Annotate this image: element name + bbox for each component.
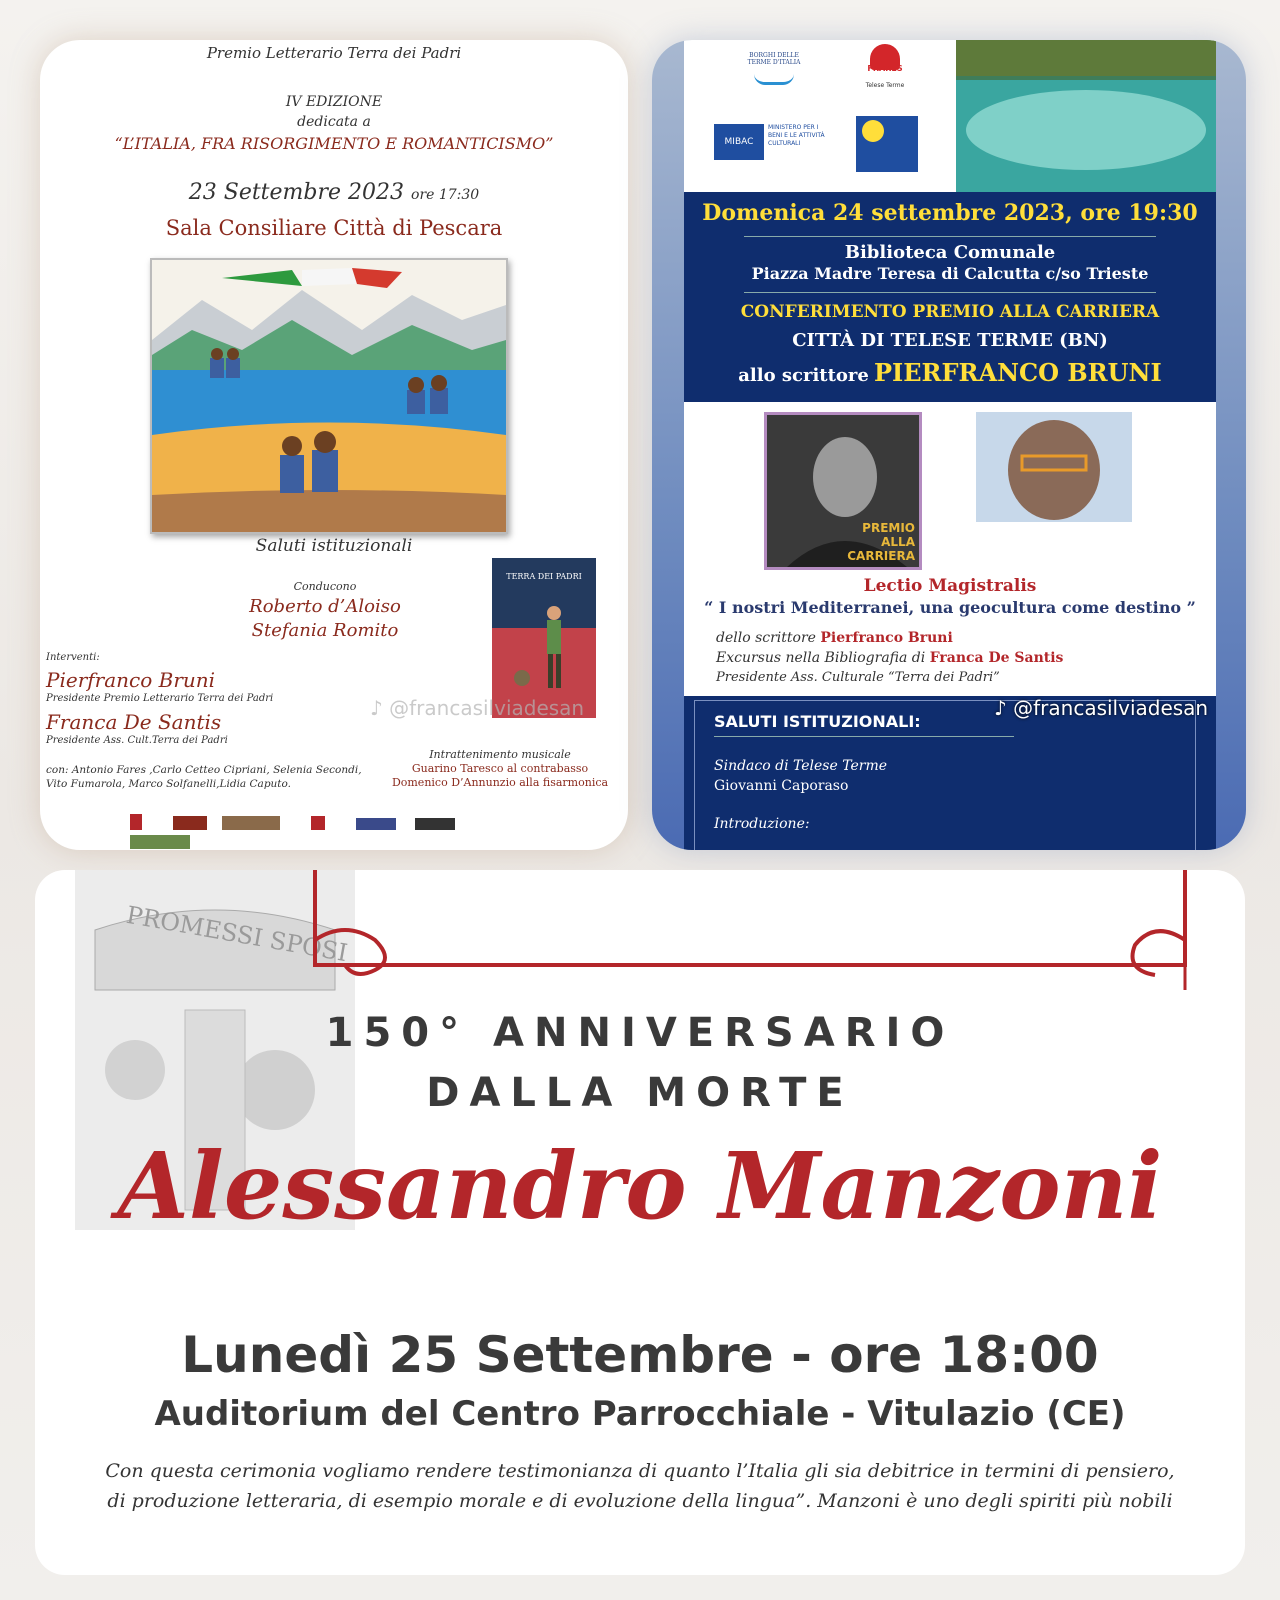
- divider: [744, 292, 1156, 293]
- frares-sub: Telese Terme: [865, 82, 905, 89]
- manzoni-venue: Auditorium del Centro Parrocchiale - Vitulazio (CE): [154, 1394, 1126, 1434]
- saluti-title: SALUTI ISTITUZIONALI:: [714, 712, 921, 731]
- con-line-2: Vito Fumarola, Marco Solfanelli,Lidia Caputo.: [46, 778, 291, 790]
- sponsor-logo-icon: [130, 835, 190, 849]
- frares-text: FRARES: [867, 64, 903, 73]
- speaker-2-name: Franca De Santis: [46, 710, 222, 734]
- speaker-1-role: Presidente Premio Letterario Terra dei Padri: [46, 693, 274, 704]
- poster-manzoni: [35, 870, 1245, 1575]
- tiktok-icon: ♪: [994, 696, 1007, 720]
- photo-bruni-2: [976, 412, 1132, 568]
- scrittore-name: PIERFRANCO BRUNI: [873, 358, 1162, 387]
- portrait-photo: [976, 412, 1132, 568]
- book-title: TERRA DEI PADRI: [506, 572, 582, 581]
- presidente: Presidente Ass. Culturale “Terra dei Padri”: [716, 670, 1000, 685]
- allo-text: allo scrittore: [738, 365, 869, 386]
- book-illustration: [492, 558, 596, 718]
- citta-slow-logo: [856, 116, 918, 172]
- saluti-istituzionali: Saluti istituzionali: [255, 536, 413, 556]
- anniversario-line-1: 150° ANNIVERSARIO: [325, 1010, 955, 1056]
- excursus-prefix: Excursus nella Bibliografia di: [716, 650, 926, 666]
- sponsor-logo-icon: [311, 816, 325, 830]
- lectio-title: “ I nostri Mediterranei, una geocultura come destino ”: [704, 598, 1196, 617]
- ornamental-frame: [305, 870, 1205, 1000]
- divider: [744, 236, 1156, 237]
- tiktok-watermark: [994, 696, 1208, 720]
- sponsor-logo-icon: [173, 816, 207, 830]
- watermark-text: @francasilviadesan: [389, 696, 585, 720]
- thermal-pool-photo: [956, 40, 1216, 192]
- conduttore-1: Roberto d’Aloiso: [249, 596, 401, 617]
- tema: “L’ITALIA, FRA RISORGIMENTO E ROMANTICISMO”: [114, 134, 554, 153]
- sun-icon: [862, 120, 884, 142]
- manzoni-name: Alessandro Manzoni: [117, 1132, 1163, 1240]
- conducono-label: Conducono: [293, 580, 357, 593]
- conduttore-2: Stefania Romito: [251, 620, 399, 641]
- book-cover: [492, 558, 596, 718]
- tiktok-icon: ♪: [370, 696, 383, 720]
- musicista-2: Domenico D’Annunzio alla fisarmonica: [391, 776, 609, 789]
- painting-illustration: [152, 260, 506, 532]
- con-line-1: con: Antonio Fares ,Carlo Cetteo Cipriani, Selenia Secondi,: [46, 764, 362, 776]
- wave-icon: [754, 74, 794, 85]
- manzoni-text-2: di produzione letteraria, di esempio morale e di evoluzione della lingua”. Manzoni è uno degli spiriti più nobili: [107, 1490, 1173, 1512]
- manzoni-text-1: Con questa cerimonia vogliamo rendere testimonianza di quanto l’Italia gli sia debitrice in termini di pensiero,: [105, 1460, 1175, 1482]
- luogo-1: Biblioteca Comunale: [844, 242, 1056, 263]
- manzoni-date: Lunedì 25 Settembre - ore 18:00: [181, 1326, 1099, 1384]
- sala: Sala Consiliare Città di Pescara: [165, 216, 503, 240]
- luogo-2: Piazza Madre Teresa di Calcutta c/so Trieste: [751, 264, 1149, 283]
- sponsor-logos-row: [130, 814, 530, 832]
- allo-scrittore-line: [684, 358, 1216, 387]
- watermark-text: @francasilviadesan: [1013, 696, 1209, 720]
- speaker-1-name: Pierfranco Bruni: [46, 668, 216, 692]
- musicista-1: Guarino Taresco al contrabasso: [411, 762, 589, 775]
- poster-telese-terme: [652, 40, 1246, 850]
- tiktok-watermark: [370, 696, 584, 720]
- anniversario-line-2: DALLA MORTE: [426, 1070, 854, 1116]
- borghi-terme-logo: BORGHI DELLE TERME D'ITALIA: [747, 52, 801, 66]
- edizione: IV EDIZIONE: [285, 94, 383, 110]
- excursus: [716, 650, 1063, 666]
- event-info-block: [684, 192, 1216, 402]
- event-date-text: 23 Settembre 2023: [188, 180, 405, 205]
- photo-caption: PREMIO ALLA CARRIERA: [847, 521, 915, 563]
- dello-scrittore: [716, 630, 953, 646]
- photo-bruni-1: [764, 412, 922, 570]
- beach-painting: [150, 258, 508, 534]
- sindaco-name: Giovanni Caporaso: [714, 778, 849, 794]
- citta-telese: CITTÀ DI TELESE TERME (BN): [792, 330, 1108, 351]
- poster-terra-dei-padri: [40, 40, 628, 850]
- sindaco-role: Sindaco di Telese Terme: [714, 758, 888, 774]
- mibac-logo: MIBAC: [714, 124, 764, 160]
- premio-title: Premio Letterario Terra dei Padri: [206, 44, 462, 62]
- event-time: ore 17:30: [411, 187, 480, 203]
- lectio-label: Lectio Magistralis: [863, 576, 1037, 596]
- conferimento: CONFERIMENTO PREMIO ALLA CARRIERA: [740, 302, 1160, 322]
- sponsor-logo-icon: [222, 816, 280, 830]
- intrattenimento: Intrattenimento musicale: [429, 748, 571, 761]
- divider: [714, 736, 1014, 737]
- dedicata: dedicata a: [297, 114, 371, 130]
- dello-name: Pierfranco Bruni: [820, 630, 953, 646]
- interventi-label: Interventi:: [46, 652, 100, 663]
- excursus-name: Franca De Santis: [929, 650, 1064, 666]
- ministero-text: MINISTERO PER I BENI E LE ATTIVITÀ CULTURALI: [768, 124, 825, 147]
- event-datetime: Domenica 24 settembre 2023, ore 19:30: [702, 200, 1198, 226]
- frares-logo: [858, 44, 912, 80]
- speaker-2-role: Presidente Ass. Cult.Terra dei Padri: [46, 735, 228, 746]
- introduzione: Introduzione:: [714, 816, 810, 832]
- comune-logo-icon: [130, 814, 142, 830]
- sponsor-logo-icon: [356, 818, 396, 830]
- event-date: [40, 180, 628, 205]
- sponsor-logo-icon: [415, 818, 455, 830]
- promessi-sposi-text: PROMESSI SPOSI: [124, 900, 350, 968]
- dello-prefix: dello scrittore: [716, 630, 816, 646]
- poster-telese-content: [684, 40, 1216, 850]
